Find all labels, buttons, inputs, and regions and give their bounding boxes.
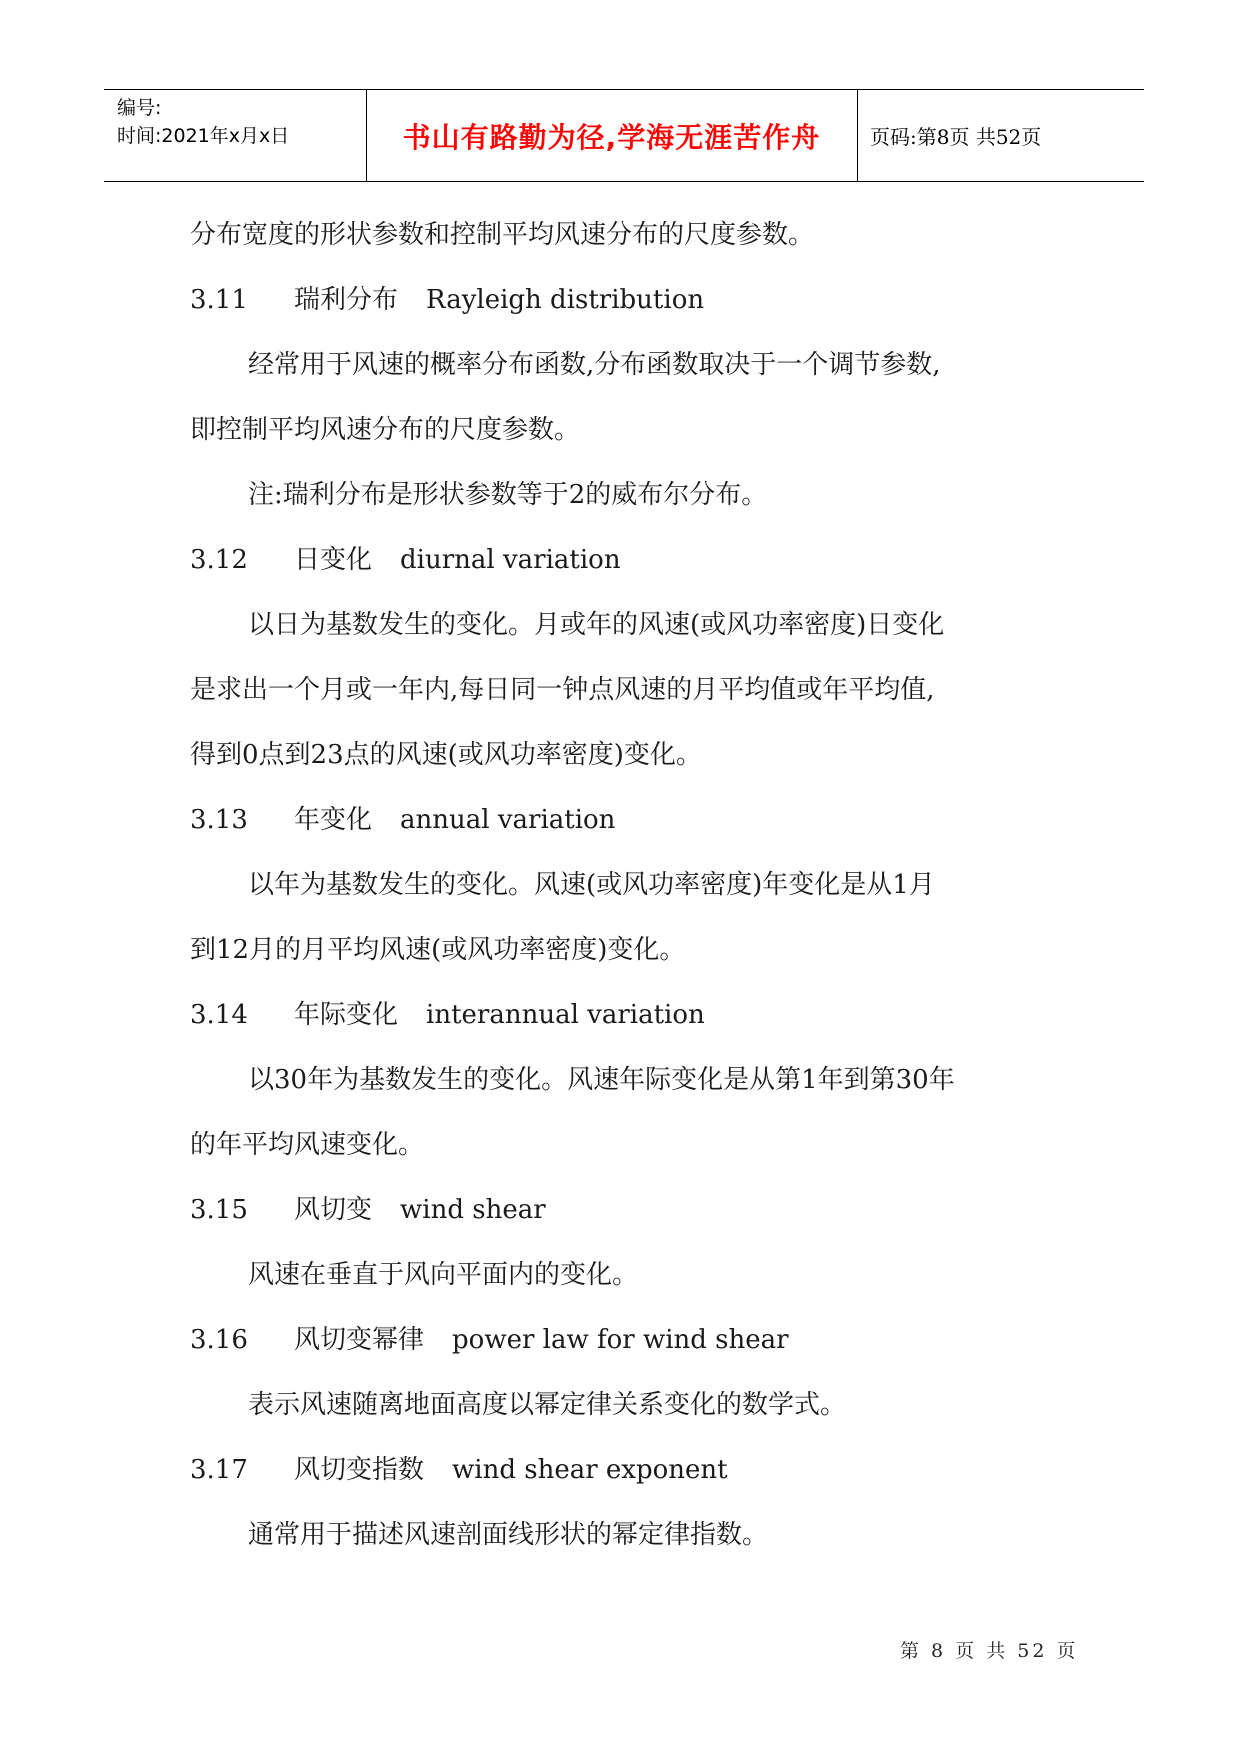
header-motto: 书山有路勤为径,学海无涯苦作舟: [402, 120, 821, 154]
time-label: 时间:2021年x月x日: [117, 125, 290, 147]
term-number: 3.16: [190, 1325, 248, 1355]
paragraph: 以日为基数发生的变化。月或年的风速(或风功率密度)日变化: [248, 610, 945, 640]
term-chinese: 风切变: [294, 1195, 373, 1225]
term-heading-3-11: [190, 282, 704, 318]
term-chinese: 风切变指数: [294, 1455, 425, 1485]
term-english: wind shear: [400, 1195, 546, 1225]
term-english: annual variation: [400, 805, 616, 835]
term-number: 3.11: [190, 285, 248, 315]
term-english: Rayleigh distribution: [426, 285, 705, 315]
term-number: 3.17: [190, 1455, 248, 1485]
term-chinese: 风切变幂律: [294, 1325, 425, 1355]
term-heading-3-12: [190, 542, 621, 578]
term-number: 3.13: [190, 805, 248, 835]
note-paragraph: 注:瑞利分布是形状参数等于2的威布尔分布。: [248, 480, 768, 510]
paragraph: 表示风速随离地面高度以幂定律关系变化的数学式。: [248, 1390, 847, 1420]
paragraph: 得到0点到23点的风速(或风功率密度)变化。: [190, 740, 702, 770]
term-heading-3-15: [190, 1192, 546, 1228]
header-divider-right: [857, 90, 858, 181]
paragraph: 的年平均风速变化。: [190, 1130, 425, 1160]
paragraph: 以年为基数发生的变化。风速(或风功率密度)年变化是从1月: [248, 870, 935, 900]
term-number: 3.15: [190, 1195, 248, 1225]
paragraph: 即控制平均风速分布的尺度参数。: [190, 415, 581, 445]
serial-label: 编号:: [117, 97, 162, 119]
page-footer: 第 8 页 共 52 页: [900, 1640, 1079, 1662]
term-chinese: 年际变化: [294, 1000, 399, 1030]
paragraph: 风速在垂直于风向平面内的变化。: [248, 1260, 639, 1290]
term-chinese: 日变化: [294, 545, 373, 575]
term-heading-3-17: [190, 1452, 728, 1488]
term-number: 3.14: [190, 1000, 248, 1030]
paragraph: 到12月的月平均风速(或风功率密度)变化。: [190, 935, 686, 965]
term-heading-3-14: [190, 997, 705, 1033]
paragraph: 分布宽度的形状参数和控制平均风速分布的尺度参数。: [190, 220, 815, 250]
term-english: interannual variation: [426, 1000, 705, 1030]
paragraph: 是求出一个月或一年内,每日同一钟点风速的月平均值或年平均值,: [190, 675, 935, 705]
paragraph: 以30年为基数发生的变化。风速年际变化是从第1年到第30年: [248, 1065, 955, 1095]
term-heading-3-13: [190, 802, 615, 838]
paragraph: 经常用于风速的概率分布函数,分布函数取决于一个调节参数,: [248, 350, 941, 380]
term-heading-3-16: [190, 1322, 789, 1358]
term-chinese: 瑞利分布: [294, 285, 399, 315]
term-english: diurnal variation: [400, 545, 621, 575]
header-meta: [117, 94, 289, 150]
paragraph: 通常用于描述风速剖面线形状的幂定律指数。: [248, 1520, 769, 1550]
page-header: [104, 89, 1144, 182]
term-english: power law for wind shear: [452, 1325, 789, 1355]
term-number: 3.12: [190, 545, 248, 575]
term-chinese: 年变化: [294, 805, 373, 835]
term-english: wind shear exponent: [452, 1455, 728, 1485]
header-page-info: 页码:第8页 共52页: [870, 125, 1042, 149]
